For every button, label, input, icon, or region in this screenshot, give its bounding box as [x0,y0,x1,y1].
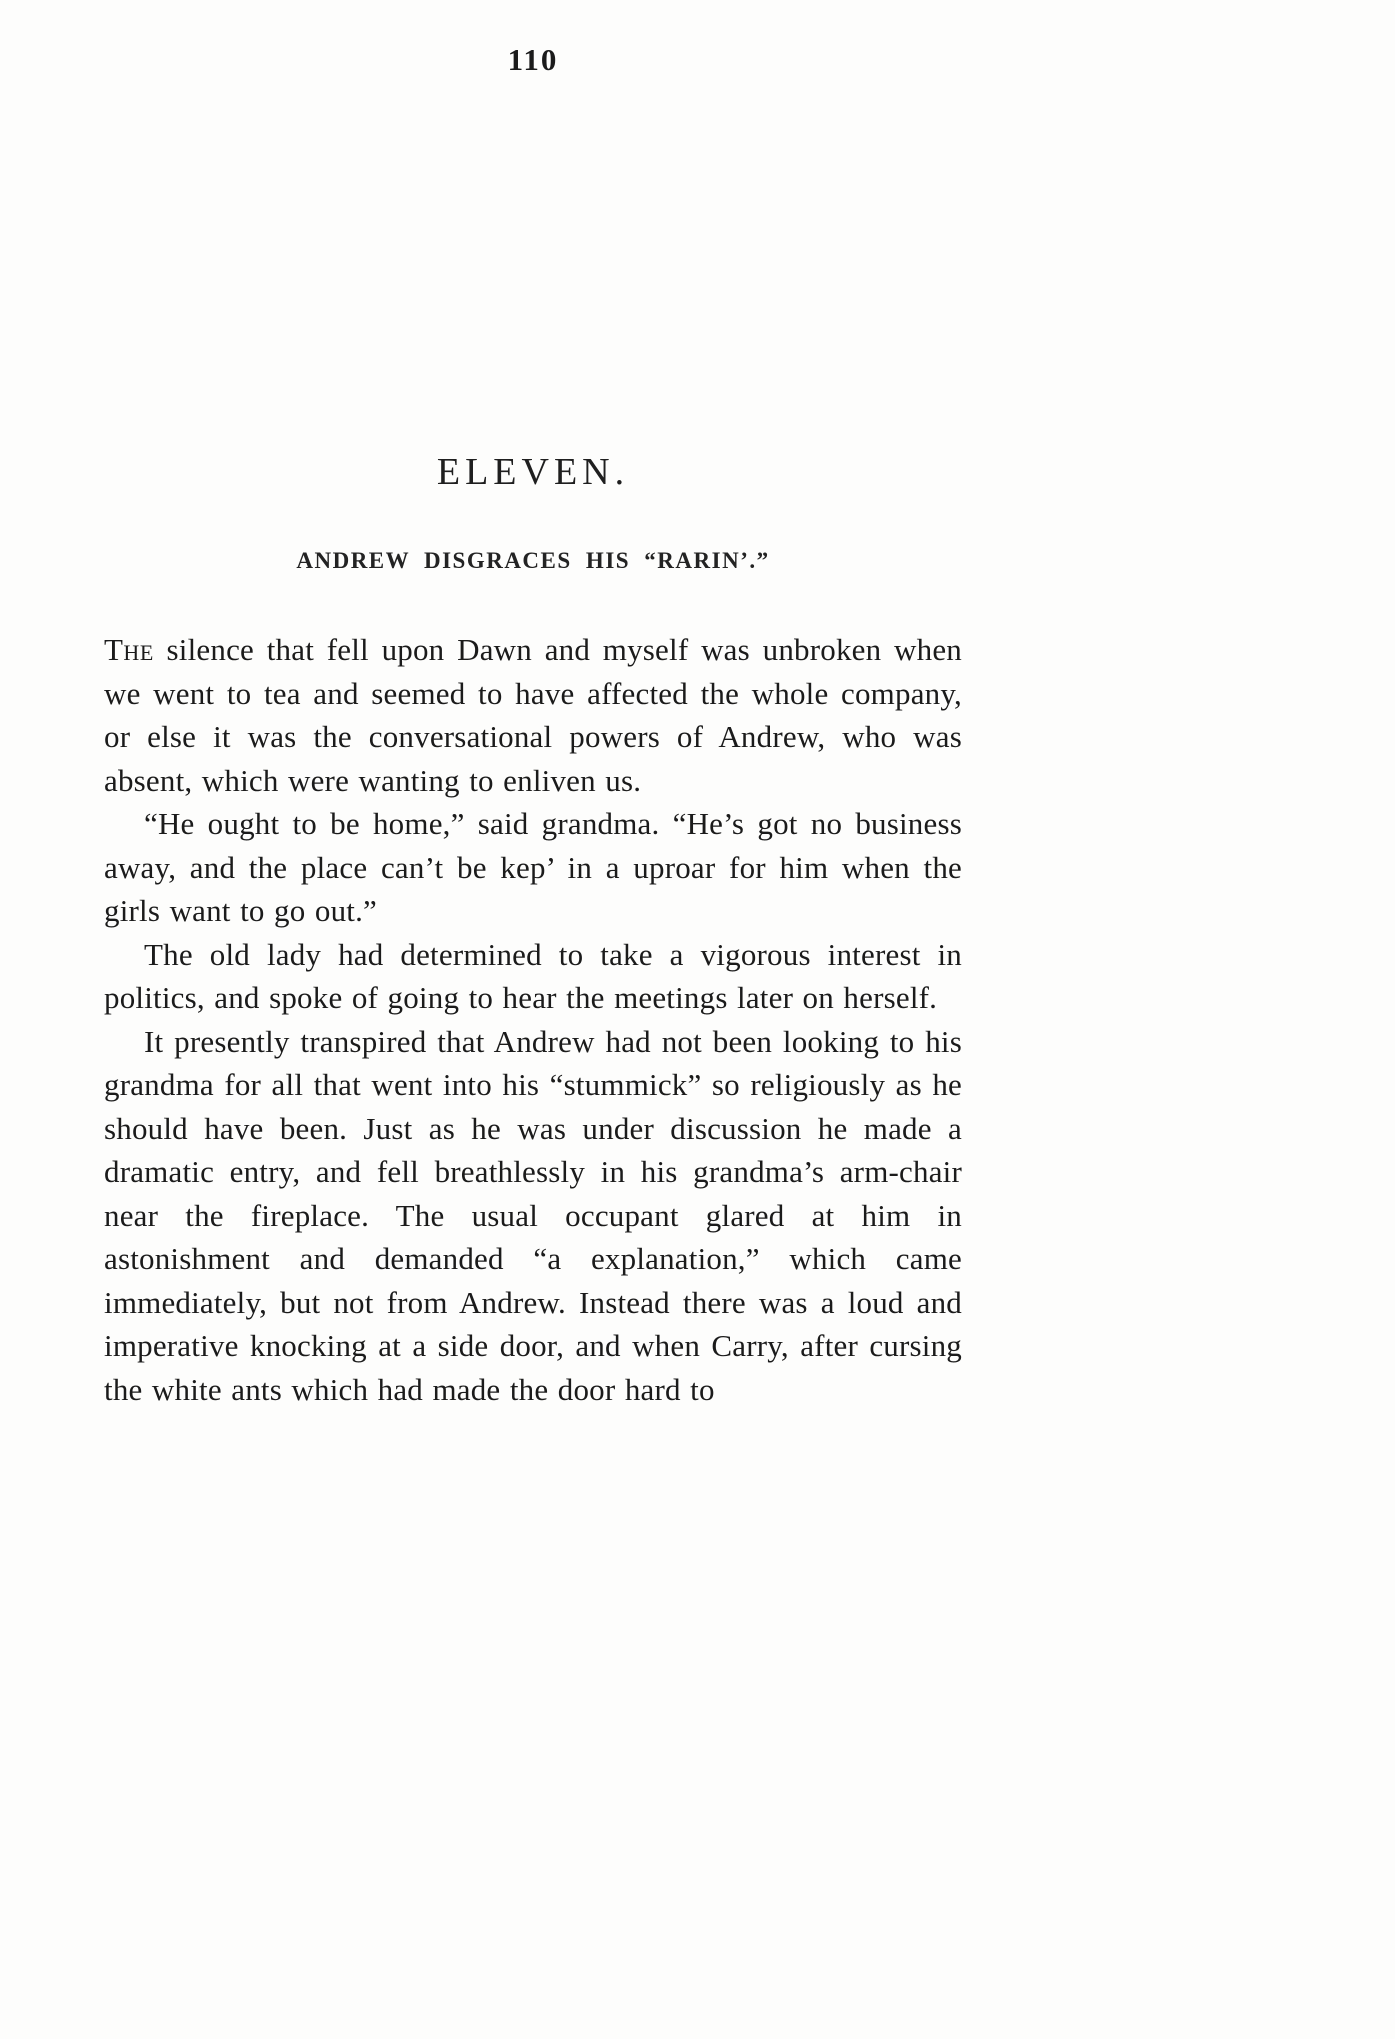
paragraph: “He ought to be home,” said grandma. “He’s got no business away, and the place can’t be kep’ in a uproar for him when the girls want to go out.” [104,806,962,928]
paragraph: It presently transpired that Andrew had not been looking to his grandma for all that went into his “stummick” so religiously as he should have been. Just as he was under discussion he made a dramatic entry, and fell breathlessly in his grandma’s arm-chair near the fireplace. The usual occupant glared at him in astonishment and demanded “a explanation,” which came immediately, but not from Andrew. Instead there was a loud and imperative knocking at a side door, and when Carry, after cursing the white ants which had made the door hard to [104,1023,962,1407]
chapter-subtitle: ANDREW DISGRACES HIS “RARIN’.” [296,548,770,573]
chapter-heading: ELEVEN. [436,451,630,493]
lead-word: The [104,632,154,667]
body-text [104,628,962,1411]
page-content [104,0,962,1411]
paragraph: The old lady had determined to take a vigorous interest in politics, and spoke of going to hear the meetings later on herself. [104,936,962,1015]
paragraph [104,628,962,802]
page-number: 110 [507,42,559,77]
paragraph-text: silence that fell upon Dawn and myself was unbroken when we went to tea and seemed to have affected the whole company, or else it was the conversational powers of Andrew, who was absent, which were wanting to enliven us. [104,632,963,798]
